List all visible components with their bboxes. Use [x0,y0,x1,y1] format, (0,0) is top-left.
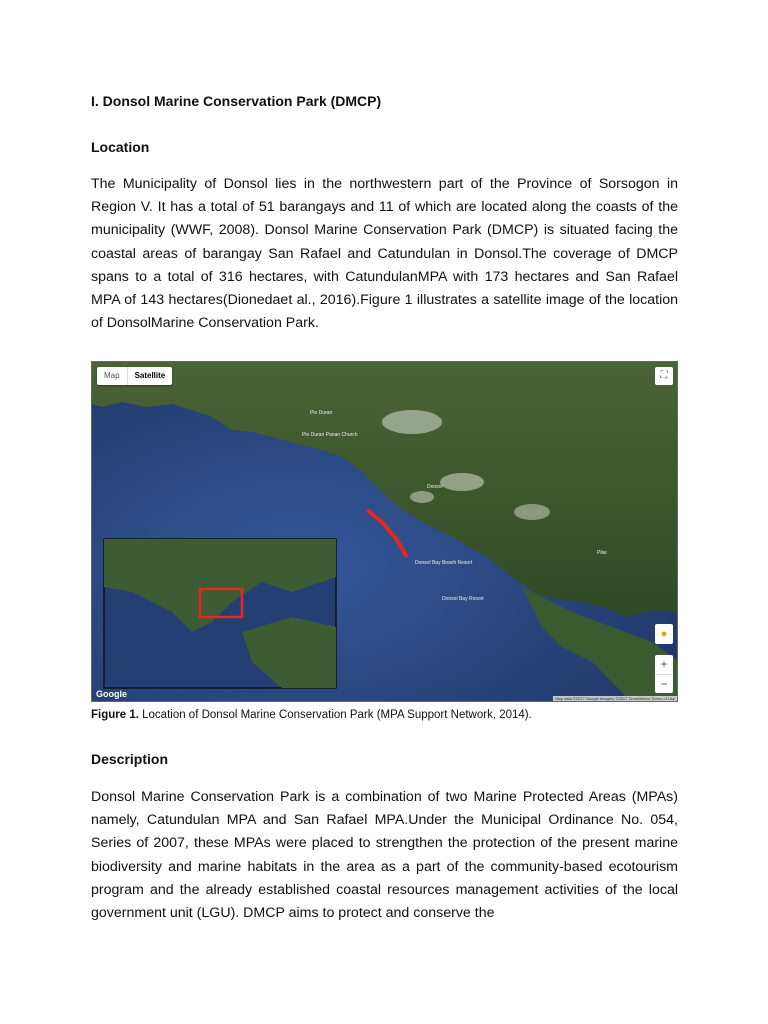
map-attribution[interactable]: Map data ©2017 Google Imagery ©2017 TerraMetrics Terms of Use [555,696,675,701]
cloud [382,410,442,434]
map-label: Pilar [597,550,608,556]
satellite-view-button[interactable]: Satellite [134,371,166,380]
caption-text: Location of Donsol Marine Conservation Park (MPA Support Network, 2014). [138,709,532,721]
section-heading: I. Donsol Marine Conservation Park (DMCP) [91,93,382,109]
description-heading: Description [91,751,169,767]
figure-caption [91,709,532,721]
location-paragraph: The Municipality of Donsol lies in the northwestern part of the Province of Sorsogon in Region V. It has a total of 51 barangays and 11 of which are located along the coasts of the municipality (WWF, 2008). Donsol Marine Conservation Park (DMCP) is situated facing the coastal areas of barangay San Rafael and Catundulan in Donsol.The coverage of DMCP spans to a total of 316 hectares, with CatundulanMPA with 173 hectares and San Rafael MPA of 143 hectares(Dionedaet al., 2016).Figure 1 illustrates a satellite image of the location of DonsolMarine Conservation Park. [91,176,678,332]
description-paragraph: Donsol Marine Conservation Park is a combination of two Marine Protected Areas (MPAs) namely, Catundulan MPA and San Rafael MPA.Under the Municipal Ordinance No. 054, Series of 2007, these MPAs were placed to strengthen the protection of the present marine biodiversity and marine habitats in the area as a part of the community-based ecotourism program and the already established coastal resources management activities of the local government unit (LGU). DMCP aims to protect and conserve the [91,789,678,922]
pegman-icon[interactable]: ● [655,624,673,644]
zoom-control[interactable] [655,655,673,693]
cloud [514,504,550,520]
map-view-button[interactable]: Map [97,367,128,385]
cloud [410,491,434,503]
caption-label: Figure 1. [91,709,139,721]
satellite-map [92,362,678,702]
map-label: Donsol Bay Beach Resort [415,560,473,566]
fullscreen-icon[interactable]: ⛶ [655,367,673,385]
satellite-map-figure [91,361,678,702]
map-label: Pio Duran [310,410,333,416]
map-label: Donsol [427,484,443,490]
google-logo: Google [96,689,127,699]
map-label: Pio Duran Panan Church [302,432,358,438]
map-label: Donsol Bay Resort [442,596,484,602]
map-type-control[interactable] [97,367,172,385]
location-heading: Location [91,139,150,155]
zoom-in-button[interactable]: + [655,655,673,675]
zoom-out-button[interactable]: − [660,677,668,691]
cloud [440,473,484,491]
